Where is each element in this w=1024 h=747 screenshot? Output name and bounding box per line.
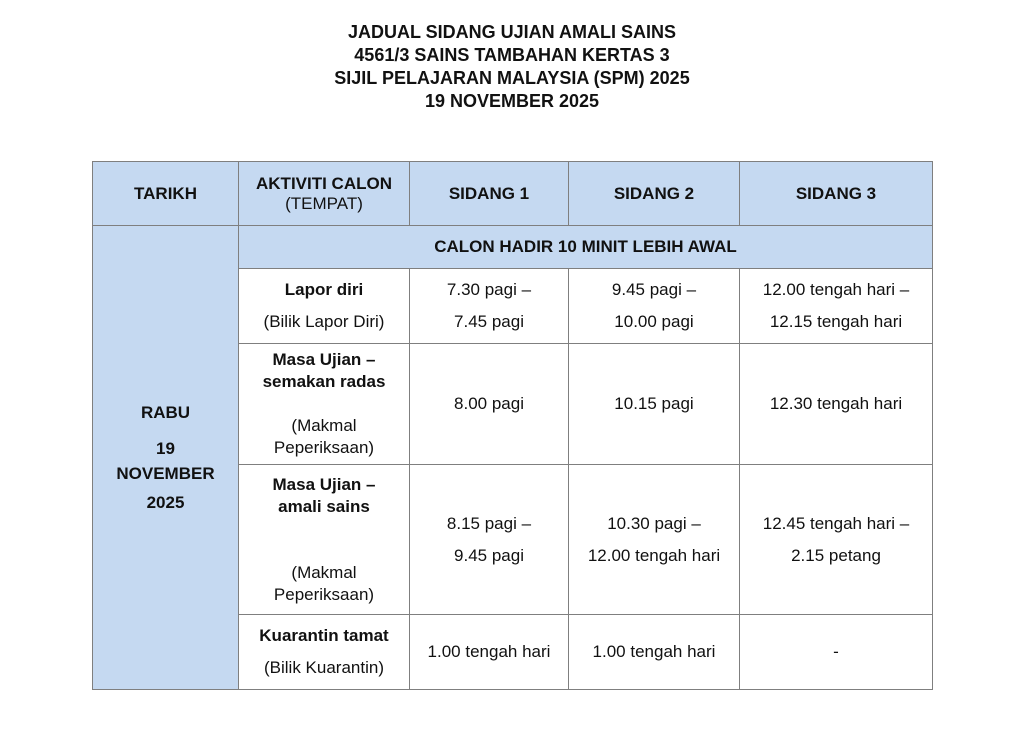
activity-title-2: semakan radas — [262, 372, 386, 391]
header-sidang-1: SIDANG 1 — [410, 162, 569, 226]
heading-line-1: JADUAL SIDANG UJIAN AMALI SAINS — [347, 22, 677, 42]
activity-title: Lapor diri — [284, 280, 364, 299]
document-heading — [0, 21, 1024, 113]
sidang-1-cell — [410, 269, 569, 344]
activity-cell — [239, 615, 410, 690]
time-start: 12.00 tengah hari – — [762, 280, 910, 299]
activity-cell — [239, 269, 410, 344]
sidang-3-cell: 12.30 tengah hari — [740, 344, 933, 465]
notice-row — [93, 226, 933, 269]
activity-place-2: Peperiksaan) — [273, 438, 375, 457]
time-end: 2.15 petang — [791, 545, 881, 565]
time-end: 12.15 tengah hari — [769, 312, 903, 331]
date-month: NOVEMBER — [116, 463, 215, 483]
header-tarikh: TARIKH — [93, 162, 239, 226]
schedule-table — [92, 161, 933, 690]
sidang-1-cell: 8.00 pagi — [410, 344, 569, 465]
time-end: 12.00 tengah hari — [587, 545, 721, 565]
sidang-3-cell — [740, 269, 933, 344]
time-start: 12.45 tengah hari – — [762, 513, 910, 533]
header-aktiviti-label: AKTIVITI CALON — [256, 173, 392, 193]
sidang-2-cell — [569, 465, 740, 615]
activity-cell — [239, 344, 410, 465]
sidang-1-cell: 1.00 tengah hari — [410, 615, 569, 690]
activity-title: Kuarantin tamat — [259, 626, 389, 645]
time-start: 10.30 pagi – — [607, 513, 701, 533]
table-header-row — [93, 162, 933, 226]
header-aktiviti-sub: (TEMPAT) — [285, 193, 363, 213]
activity-title-1: Masa Ujian – — [272, 474, 376, 494]
sidang-3-cell — [740, 465, 933, 615]
activity-place-1: (Makmal — [291, 416, 357, 435]
date-num: 19 — [156, 438, 175, 458]
time-start: 8.15 pagi – — [446, 513, 532, 533]
sidang-3-cell: - — [740, 615, 933, 690]
heading-line-4: 19 NOVEMBER 2025 — [424, 91, 600, 111]
date-year: 2025 — [146, 492, 185, 512]
header-sidang-2: SIDANG 2 — [569, 162, 740, 226]
sidang-1-cell — [410, 465, 569, 615]
activity-title-2: amali sains — [278, 496, 370, 516]
activity-place-2: Peperiksaan) — [273, 584, 375, 604]
sidang-2-cell — [569, 269, 740, 344]
activity-cell — [239, 465, 410, 615]
header-aktiviti — [239, 162, 410, 226]
activity-place: (Bilik Lapor Diri) — [263, 312, 385, 331]
activity-place: (Bilik Kuarantin) — [264, 658, 384, 677]
date-day: RABU — [140, 402, 191, 422]
time-end: 7.45 pagi — [454, 312, 524, 331]
header-sidang-3: SIDANG 3 — [740, 162, 933, 226]
date-cell — [93, 226, 239, 690]
time-end: 9.45 pagi — [454, 545, 524, 565]
activity-place-1: (Makmal — [291, 562, 357, 582]
notice-cell: CALON HADIR 10 MINIT LEBIH AWAL — [239, 226, 933, 269]
heading-line-3: SIJIL PELAJARAN MALAYSIA (SPM) 2025 — [334, 68, 690, 88]
sidang-2-cell: 1.00 tengah hari — [569, 615, 740, 690]
time-end: 10.00 pagi — [614, 312, 694, 331]
time-start: 7.30 pagi – — [446, 280, 532, 299]
heading-line-2: 4561/3 SAINS TAMBAHAN KERTAS 3 — [354, 45, 670, 65]
sidang-2-cell: 10.15 pagi — [569, 344, 740, 465]
activity-title-1: Masa Ujian – — [272, 350, 376, 369]
time-start: 9.45 pagi – — [611, 280, 697, 299]
